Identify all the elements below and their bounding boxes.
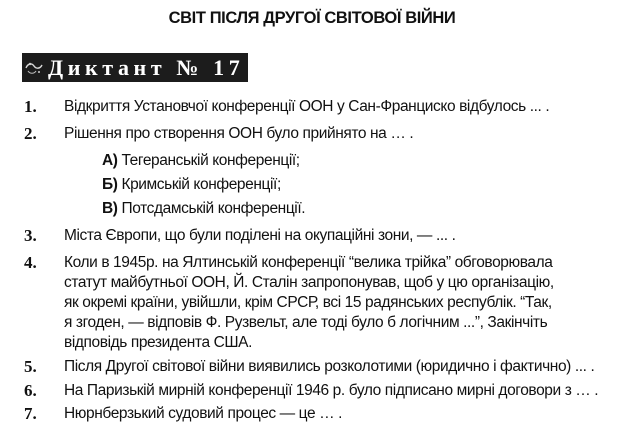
question-text: Рішення про створення ООН було прийнято на … . — [64, 125, 414, 142]
question-text-line: відповідь президента США. — [64, 334, 253, 351]
option-letter: В) — [102, 200, 118, 217]
question-text: Відкриття Установчої конференції ООН у Сан-Франциско відбулось ... . — [64, 98, 550, 115]
question-text: На Паризькій мирній конференції 1946 р. було підписано мирні договори з … . — [64, 382, 599, 399]
question-text-line: я згоден, — відповів Ф. Рузвельт, але тоді було б логічним ...”, Закінчіть — [64, 314, 548, 331]
question-number: 3. — [24, 226, 37, 245]
question-text: Після Другої світової війни виявились розколотими (юридично і фактично) ... . — [64, 358, 595, 375]
question-text: Міста Європи, що були поділені на окупаційні зони, — ... . — [64, 227, 456, 244]
option-text: Тегеранській конференції; — [121, 152, 300, 169]
option-text: Потсдамській конференції. — [121, 200, 306, 217]
question-text: Нюрнберзький судовий процес — це … . — [64, 405, 343, 422]
option-letter: А) — [102, 152, 118, 169]
question-number: 4. — [24, 253, 37, 272]
page-title: СВІТ ПІСЛЯ ДРУГОЇ СВІТОВОЇ ВІЙНИ — [168, 9, 456, 27]
question-number: 1. — [24, 97, 37, 116]
question-text-line: як окремі країни, увійшли, крім СРСР, всі 15 радянських республік. “Так, — [64, 294, 552, 311]
question-text-line: Коли в 1945р. на Ялтинській конференції “велика трійка” обговорювала — [64, 254, 553, 271]
question-number: 2. — [24, 124, 37, 143]
answer-option — [102, 199, 305, 219]
answer-option — [102, 151, 300, 171]
answer-option — [102, 175, 281, 195]
question-number: 5. — [24, 357, 37, 376]
dictation-title: Диктант № 17 — [48, 55, 245, 80]
question-text-line: статут майбутньої ООН, Й. Сталін запропонував, щоб у цю організацію, — [64, 274, 554, 291]
question-number: 6. — [24, 381, 37, 400]
option-letter: Б) — [102, 176, 118, 193]
option-text: Кримській конференції; — [121, 176, 281, 193]
question-number: 7. — [24, 404, 37, 423]
